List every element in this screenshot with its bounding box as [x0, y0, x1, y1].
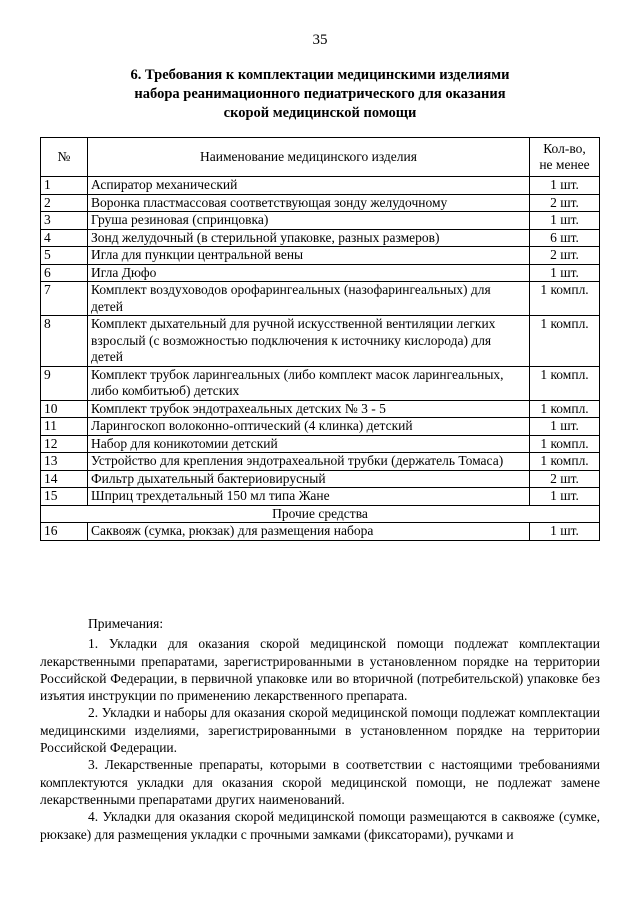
item-quantity: 1 шт.	[530, 264, 600, 282]
table-row	[41, 488, 600, 506]
item-quantity: 1 шт.	[530, 177, 600, 195]
table-row	[41, 264, 600, 282]
title-line: скорой медицинской помощи	[223, 105, 417, 121]
item-quantity: 1 шт.	[530, 488, 600, 506]
table-header-row	[41, 138, 600, 177]
medical-items-table	[40, 137, 600, 541]
note-item: 1. Укладки для оказания скорой медицинской помощи подлежат комплектации лекарственными препаратами, зарегистрированными в установленном порядке на территории Российской Федерации, в первичной упаковке или во вторичной (потребительской) упаковке без изъятия инструкции по применению лекарственного препарата.	[40, 636, 600, 704]
item-name: Комплект трубок ларингеальных (либо комплект масок ларингеальных, либо комбитьюб) детских	[88, 366, 530, 400]
row-number: 3	[41, 212, 88, 230]
page-number: 35	[312, 32, 328, 48]
row-number: 15	[41, 488, 88, 506]
item-quantity: 2 шт.	[530, 470, 600, 488]
item-name: Устройство для крепления эндотрахеальной трубки (держатель Томаса)	[88, 453, 530, 471]
title-line: 6. Требования к комплектации медицинскими изделиями	[130, 67, 510, 83]
item-quantity: 1 шт.	[530, 523, 600, 541]
row-number: 5	[41, 247, 88, 265]
header-name: Наименование медицинского изделия	[88, 138, 530, 177]
item-quantity: 1 шт.	[530, 212, 600, 230]
item-name: Игла Дюфо	[88, 264, 530, 282]
item-quantity: 1 компл.	[530, 316, 600, 367]
item-name: Воронка пластмассовая соответствующая зонду желудочному	[88, 194, 530, 212]
item-name: Набор для коникотомии детский	[88, 435, 530, 453]
row-number: 7	[41, 282, 88, 316]
title-line: набора реанимационного педиатрического для оказания	[134, 86, 506, 102]
item-quantity: 6 шт.	[530, 229, 600, 247]
table-row	[41, 316, 600, 367]
item-quantity: 2 шт.	[530, 247, 600, 265]
row-number: 13	[41, 453, 88, 471]
table-row	[41, 247, 600, 265]
item-quantity: 1 компл.	[530, 453, 600, 471]
table-row	[41, 470, 600, 488]
note-item: 4. Укладки для оказания скорой медицинской помощи размещаются в саквояже (сумке, рюкзаке) для размещения укладки с прочными замками (фиксаторами), ручками и	[40, 809, 600, 842]
row-number: 8	[41, 316, 88, 367]
item-name: Комплект трубок эндотрахеальных детских № 3 - 5	[88, 400, 530, 418]
table-row	[41, 282, 600, 316]
table-row	[41, 418, 600, 436]
header-quantity	[530, 138, 600, 177]
row-number: 10	[41, 400, 88, 418]
table-body	[41, 177, 600, 506]
item-name: Фильтр дыхательный бактериовирусный	[88, 470, 530, 488]
row-number: 12	[41, 435, 88, 453]
table-row	[41, 229, 600, 247]
item-name: Ларингоскоп волоконно-оптический (4 клинка) детский	[88, 418, 530, 436]
table-row	[41, 194, 600, 212]
table-row	[41, 400, 600, 418]
table-row	[41, 453, 600, 471]
item-quantity: 2 шт.	[530, 194, 600, 212]
row-number: 9	[41, 366, 88, 400]
row-number: 4	[41, 229, 88, 247]
row-number: 16	[41, 523, 88, 541]
row-number: 2	[41, 194, 88, 212]
item-name: Груша резиновая (спринцовка)	[88, 212, 530, 230]
section-body	[41, 505, 600, 523]
item-quantity: 1 компл.	[530, 435, 600, 453]
item-name: Аспиратор механический	[88, 177, 530, 195]
item-name: Саквояж (сумка, рюкзак) для размещения набора	[88, 523, 530, 541]
notes	[40, 615, 600, 843]
item-name: Шприц трехдетальный 150 мл типа Жане	[88, 488, 530, 506]
row-number: 11	[41, 418, 88, 436]
table-row	[41, 177, 600, 195]
note-item: 3. Лекарственные препараты, которыми в соответствии с настоящими требованиями комплектуются укладки для оказания скорой медицинской помощи, не подлежат замене лекарственными препаратами других наименований.	[40, 757, 600, 807]
item-name: Комплект воздуховодов орофарингеальных (назофарингеальных) для детей	[88, 282, 530, 316]
row-number: 1	[41, 177, 88, 195]
section-title: Прочие средства	[41, 505, 600, 523]
notes-title: Примечания:	[88, 616, 164, 631]
item-quantity: 1 компл.	[530, 400, 600, 418]
row-number: 6	[41, 264, 88, 282]
section-header-row	[41, 505, 600, 523]
table-row	[41, 523, 600, 541]
table-row	[41, 366, 600, 400]
item-name: Комплект дыхательный для ручной искусственной вентиляции легких взрослый (с возможностью подключения к источнику кислорода) для детей	[88, 316, 530, 367]
table-row	[41, 212, 600, 230]
header-quantity-line1: Кол-во,	[543, 140, 586, 156]
header-number: №	[41, 138, 88, 177]
document-title	[70, 66, 570, 123]
row-number: 14	[41, 470, 88, 488]
item-quantity: 1 компл.	[530, 366, 600, 400]
note-item: 2. Укладки и наборы для оказания скорой медицинской помощи подлежат комплектации медицинскими изделиями, зарегистрированными в установленном порядке на территории Российской Федерации.	[40, 705, 600, 756]
item-quantity: 1 компл.	[530, 282, 600, 316]
item-quantity: 1 шт.	[530, 418, 600, 436]
header-quantity-line2: не менее	[539, 157, 590, 172]
item-name: Зонд желудочный (в стерильной упаковке, разных размеров)	[88, 229, 530, 247]
item-name: Игла для пункции центральной вены	[88, 247, 530, 265]
table-row	[41, 435, 600, 453]
section-rows	[41, 523, 600, 541]
